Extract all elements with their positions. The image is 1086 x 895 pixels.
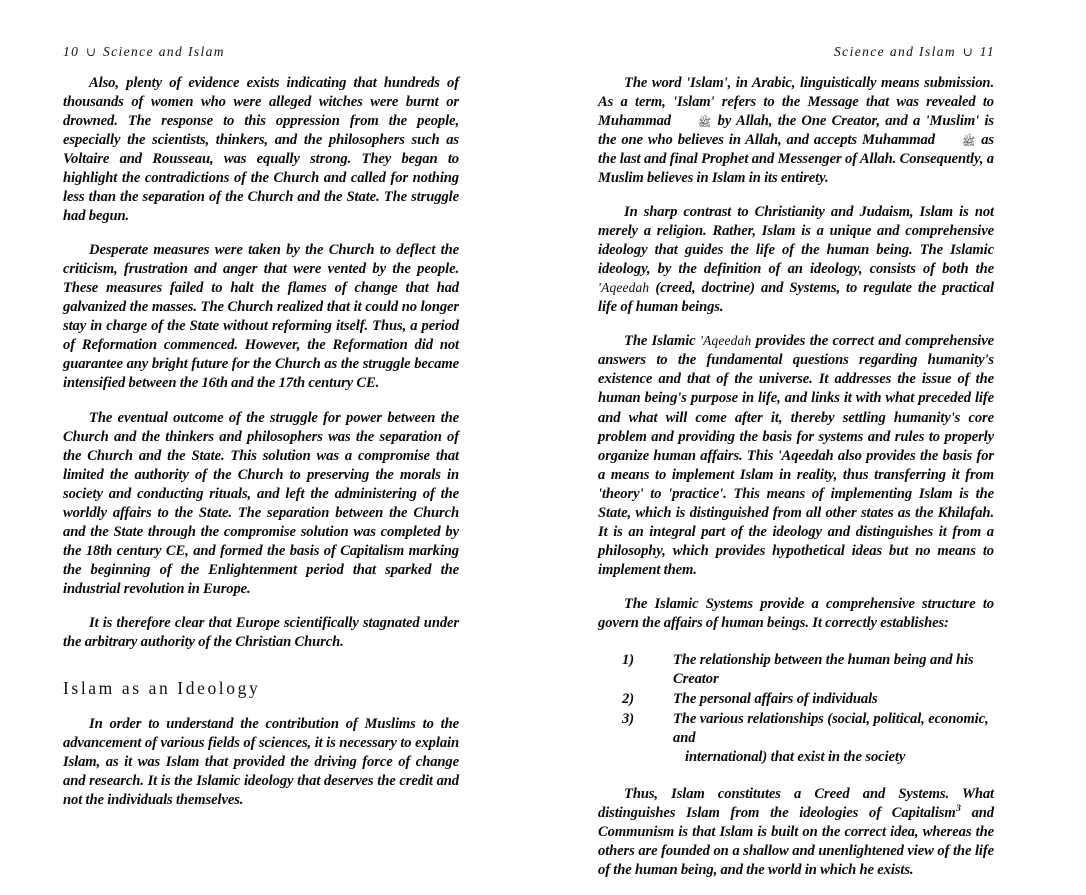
paragraph: The eventual outcome of the struggle for power between the Church and the thinkers and philosophers was the separation of the Church and the State. This solution was a compromise that limited the authority of the Church to preserving the morals in society and conducting rituals, and left the administering of the worldly affairs to the State. The separation between the Church and the State through the compromise solution was completed by the 18th century CE, and formed the basis of Capitalism marking the beginning of the Enlightenment period that sparked the industrial revolution in Europe. (63, 409, 459, 597)
list-item-label: The relationship between the human being and his Creator (673, 651, 974, 687)
paragraph (598, 332, 994, 579)
section-heading: Islam as an Ideology (63, 677, 261, 698)
list-item-marker: 3) (622, 710, 634, 727)
paragraph-segment: Thus, Islam constitutes a Creed and Systems. What distinguishes Islam from the ideologies of Capitalism (598, 785, 994, 821)
paragraph: The Islamic Systems provide a comprehensive structure to govern the affairs of human beings. It correctly establishes: (598, 595, 994, 631)
list-item-marker: 1) (622, 651, 634, 668)
page-recto-content (598, 74, 994, 895)
paragraph-segment: provides the correct and comprehensive answers to the fundamental questions regarding humanity's existence and that of the universe. It addresses the issue of the human being's purpose in life, and links it with what preceded life and what will come after it, thereby settling humanity's core problem and providing the basis for systems and rules to properly organize human affairs. This 'Aqeedah also provides the basis for a means to implement Islam in reality, thus transferring it from 'theory' to 'practice'. This means of implementing Islam is the State, which is distinguished from all other states as the Khilafah. It is an integral part of the ideology and distinguishes it from a philosophy, which provides hypothetical ideas but no means to implement them. (598, 333, 994, 578)
paragraph-segment: (creed, doctrine) and Systems, to regulate the practical life of human beings. (598, 280, 994, 316)
list-item (598, 690, 994, 709)
numbered-list (598, 651, 994, 767)
paragraph-segment: as the last and final Prophet and Messenger of Allah. Consequently, a Muslim believes in Islam in its entirety. (598, 132, 994, 187)
header-separator-glyph: ∪ (962, 45, 973, 59)
transliterated-term: 'Aqeedah (700, 333, 752, 349)
paragraph: In order to understand the contribution of Muslims to the advancement of various fields of sciences, it is necessary to explain Islam, as it was Islam that provided the driving force of change and research. It is the Islamic ideology that deserves the credit and not the individuals themselves. (63, 715, 459, 808)
paragraph (598, 203, 994, 317)
paragraph: Desperate measures were taken by the Church to deflect the criticism, frustration and anger that were vented by the people. These measures failed to halt the flames of change that had galvanized the masses. The Church realized that it could no longer stay in charge of the State without reforming itself. Thus, a period of Reformation commenced. However, the Reformation did not guarantee any bright future for the Church as the struggle became intensified between the 16th and the 17th century CE. (63, 242, 459, 392)
running-head-title-verso: Science and Islam (102, 44, 225, 59)
paragraph-segment: The Islamic (624, 333, 701, 350)
folio-number-recto: 11 (979, 44, 995, 59)
list-item-label: The personal affairs of individuals (673, 690, 878, 707)
list-item-label: The various relationships (social, political, economic, and (673, 710, 989, 746)
header-separator-glyph: ∪ (86, 45, 97, 59)
paragraph-segment: and Communism is that Islam is built on the correct idea, whereas the others are founded on a shallow and unenlightened view of the life of the human being, and the world in which he exists. (598, 804, 994, 878)
folio-number-verso: 10 (63, 44, 80, 59)
list-item-marker: 2) (622, 690, 634, 707)
footnote-reference: 3 (956, 803, 961, 814)
running-head-recto (834, 44, 995, 60)
transliterated-term: 'Aqeedah (598, 280, 650, 296)
paragraph: The word 'Islam', in Arabic, linguistically means submission. As a term, 'Islam' refers to the Message that was revealed to Muhammad ﷺ by Allah, the One Creator, and a 'Muslim' is the one who believes in Allah, and accepts Muhammad ﷺ as the last and final Prophet and Messenger of Allah. Consequently, a Muslim believes in Islam in its entirety. (598, 75, 994, 187)
running-head-title-recto: Science and Islam (834, 44, 957, 59)
running-head-verso (63, 44, 225, 60)
page-verso-content (63, 74, 459, 825)
paragraph-segment: In sharp contrast to Christianity and Judaism, Islam is not merely a religion. Rather, Islam is a unique and comprehensive ideology that guides the life of the human being. The Islamic ideology, by the definition of an ideology, consists of both the (598, 204, 994, 278)
list-item (598, 651, 994, 689)
list-item-label-continued: international) that exist in the society (685, 748, 906, 765)
list-item (598, 710, 994, 767)
paragraph-segment: by Allah, the One Creator, and a 'Muslim' is the one who believes in Allah, and accepts Muhammad (598, 113, 994, 149)
paragraph-segment: The word 'Islam', in Arabic, linguistically means submission. As a term, 'Islam' refers to the Message that was revealed to Muhammad (598, 75, 994, 130)
paragraph (598, 785, 994, 880)
paragraph: It is therefore clear that Europe scientifically stagnated under the arbitrary authority of the Christian Church. (63, 614, 459, 650)
paragraph: Also, plenty of evidence exists indicating that hundreds of thousands of women who were alleged witches were burnt or drowned. The response to this oppression from the people, especially the scientists, thinkers, and the philosophers such as Voltaire and Rousseau, was equally strong. They began to highlight the contradictions of the Church and called for nothing less than the separation of the Church and the State. The struggle had begun. (63, 75, 459, 225)
